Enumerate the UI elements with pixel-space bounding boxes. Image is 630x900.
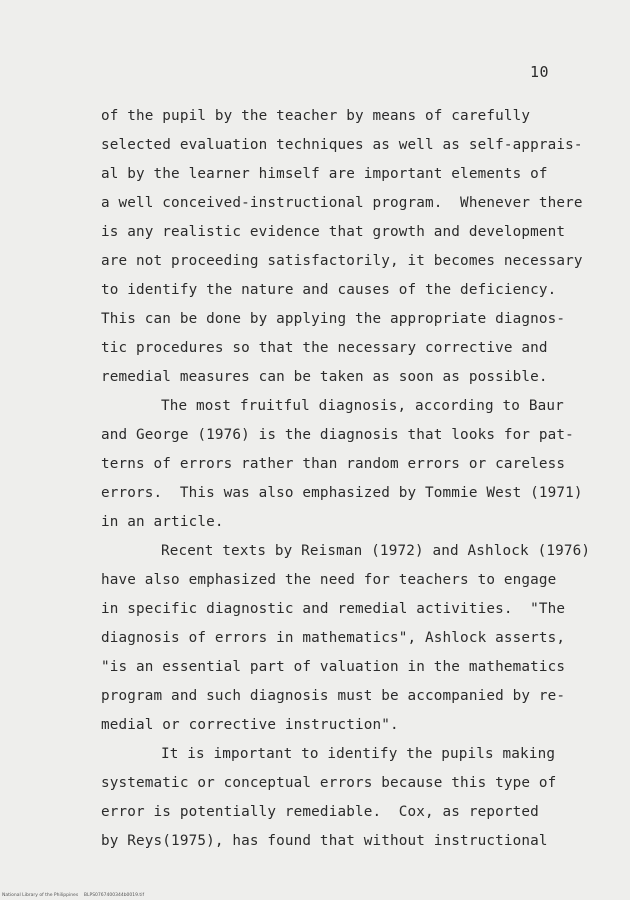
text-line: by Reys(1975), has found that without instructional xyxy=(101,833,548,849)
text-line: It is important to identify the pupils making xyxy=(161,746,556,762)
text-line: program and such diagnosis must be accompanied by re- xyxy=(101,688,566,704)
text-line: diagnosis of errors in mathematics", Ashlock asserts, xyxy=(101,630,566,646)
text-line: and George (1976) is the diagnosis that looks for pat- xyxy=(101,427,574,443)
text-line: selected evaluation techniques as well as self-apprais- xyxy=(101,137,583,153)
text-line: medial or corrective instruction". xyxy=(101,717,399,733)
text-line: is any realistic evidence that growth and development xyxy=(101,224,566,240)
text-line: in an article. xyxy=(101,514,224,530)
text-line: Recent texts by Reisman (1972) and Ashlock (1976) xyxy=(161,543,591,559)
text-line: of the pupil by the teacher by means of carefully xyxy=(101,108,531,124)
text-line: errors. This was also emphasized by Tommie West (1971) xyxy=(101,485,583,501)
scan-footer: National Library of the Philippines BLPS0767400344b0019.tif xyxy=(2,893,145,898)
text-line: terns of errors rather than random errors or careless xyxy=(101,456,566,472)
page-number: 10 xyxy=(530,63,550,81)
text-line: systematic or conceptual errors because this type of xyxy=(101,775,557,791)
text-line: to identify the nature and causes of the deficiency. xyxy=(101,282,557,298)
text-line: have also emphasized the need for teachers to engage xyxy=(101,572,557,588)
text-line: This can be done by applying the appropriate diagnos- xyxy=(101,311,566,327)
text-line: "is an essential part of valuation in the mathematics xyxy=(101,659,566,675)
text-line: a well conceived-instructional program. Whenever there xyxy=(101,195,583,211)
text-line: tic procedures so that the necessary corrective and xyxy=(101,340,548,356)
text-line: remedial measures can be taken as soon as possible. xyxy=(101,369,548,385)
text-line: error is potentially remediable. Cox, as reported xyxy=(101,804,539,820)
text-line: al by the learner himself are important elements of xyxy=(101,166,548,182)
text-line: The most fruitful diagnosis, according to Baur xyxy=(161,398,564,414)
text-line: in specific diagnostic and remedial activities. "The xyxy=(101,601,566,617)
text-line: are not proceeding satisfactorily, it becomes necessary xyxy=(101,253,583,269)
